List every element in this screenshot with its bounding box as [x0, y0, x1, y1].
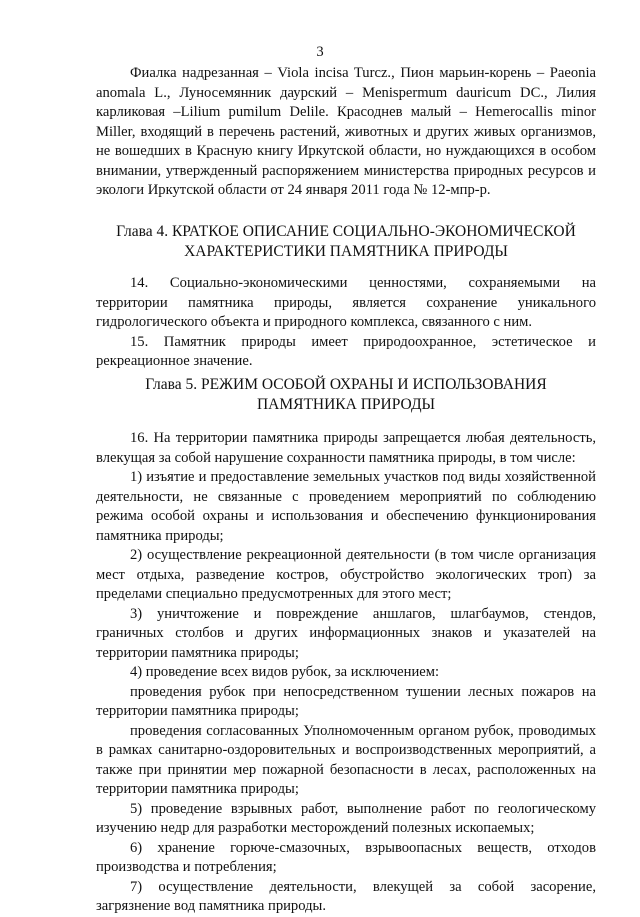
chapter-5-heading — [96, 375, 596, 415]
page-number: 3 — [316, 44, 324, 60]
intro-section — [96, 64, 596, 201]
list-item-4: 4) проведение всех видов рубок, за исключением: — [130, 664, 440, 680]
paragraph-16: 16. На территории памятника природы запрещается любая деятельность, влекущая за собой нарушение сохранности памятника природы, в том числе: — [96, 430, 596, 466]
list-item-5: 5) проведение взрывных работ, выполнение работ по геологическому изучению недр для разработки месторождений полезных ископаемых; — [96, 800, 596, 836]
chapter-4-heading-line-2: ХАРАКТЕРИСТИКИ ПАМЯТНИКА ПРИРОДЫ — [184, 243, 508, 260]
chapter-4-body — [96, 274, 596, 372]
list-item-3: 3) уничтожение и повреждение аншлагов, шлагбаумов, стендов, граничных столбов и других информационных знаков и указателей на территории памятника природы; — [96, 605, 596, 661]
list-item-4-exception-a: проведения рубок при непосредственном тушении лесных пожаров на территории памятника природы; — [96, 683, 596, 719]
list-item-1: 1) изъятие и предоставление земельных участков под виды хозяйственной деятельности, не связанные с проведением мероприятий по соблюдению режима особой охраны и использования и обеспечению функционирования памятника природы; — [96, 469, 596, 544]
chapter-5-heading-line-1: Глава 5. РЕЖИМ ОСОБОЙ ОХРАНЫ И ИСПОЛЬЗОВАНИЯ — [145, 376, 547, 393]
list-item-6: 6) хранение горюче-смазочных, взрывоопасных веществ, отходов производства и потребления; — [96, 839, 596, 875]
intro-paragraph: Фиалка надрезанная – Viola incisa Turcz., Пион марьин-корень – Paeonia anomala L., Луносемянник даурский – Menispermum dauricum DC., Лилия карликовая –Lilium pumilum Delile. Красоднев малый – Hemerocallis minor Miller, входящий в перечень растений, животных и других живых организмов, не вошедших в Красную книгу Иркутской области, но нуждающихся в особом внимании, утвержденный распоряжением министерства природных ресурсов и экологи Иркутской области от 24 января 2011 года № 12-мпр-р. — [96, 65, 596, 198]
chapter-4-heading-line-1: Глава 4. КРАТКОЕ ОПИСАНИЕ СОЦИАЛЬНО-ЭКОНОМИЧЕСКОЙ — [116, 223, 576, 240]
list-item-4-exception-b: проведения согласованных Уполномоченным органом рубок, проводимых в рамках санитарно-оздоровительных и воспроизводственных мероприятий, а также при принятии мер пожарной безопасности в лесах, расположенных на территории памятника природы; — [96, 722, 596, 797]
chapter-5-heading-line-2: ПАМЯТНИКА ПРИРОДЫ — [256, 396, 436, 413]
paragraph-14: 14. Социально-экономическими ценностями, сохраняемыми на территории памятника природы, является сохранение уникального гидрологического объекта и природного комплекса, связанного с ним. — [96, 275, 596, 330]
list-item-7: 7) осуществление деятельности, влекущей за собой засорение, загрязнение вод памятника природы. — [96, 878, 596, 914]
list-item-2: 2) осуществление рекреационной деятельности (в том числе организация мест отдыха, разведение костров, обустройство экологических троп) за пределами специально предусмотренных для этого мест; — [96, 547, 596, 602]
chapter-5-body — [96, 429, 596, 917]
paragraph-15: 15. Памятник природы имеет природоохранное, эстетическое и рекреационное значение. — [96, 333, 596, 369]
chapter-4-heading — [96, 222, 596, 262]
